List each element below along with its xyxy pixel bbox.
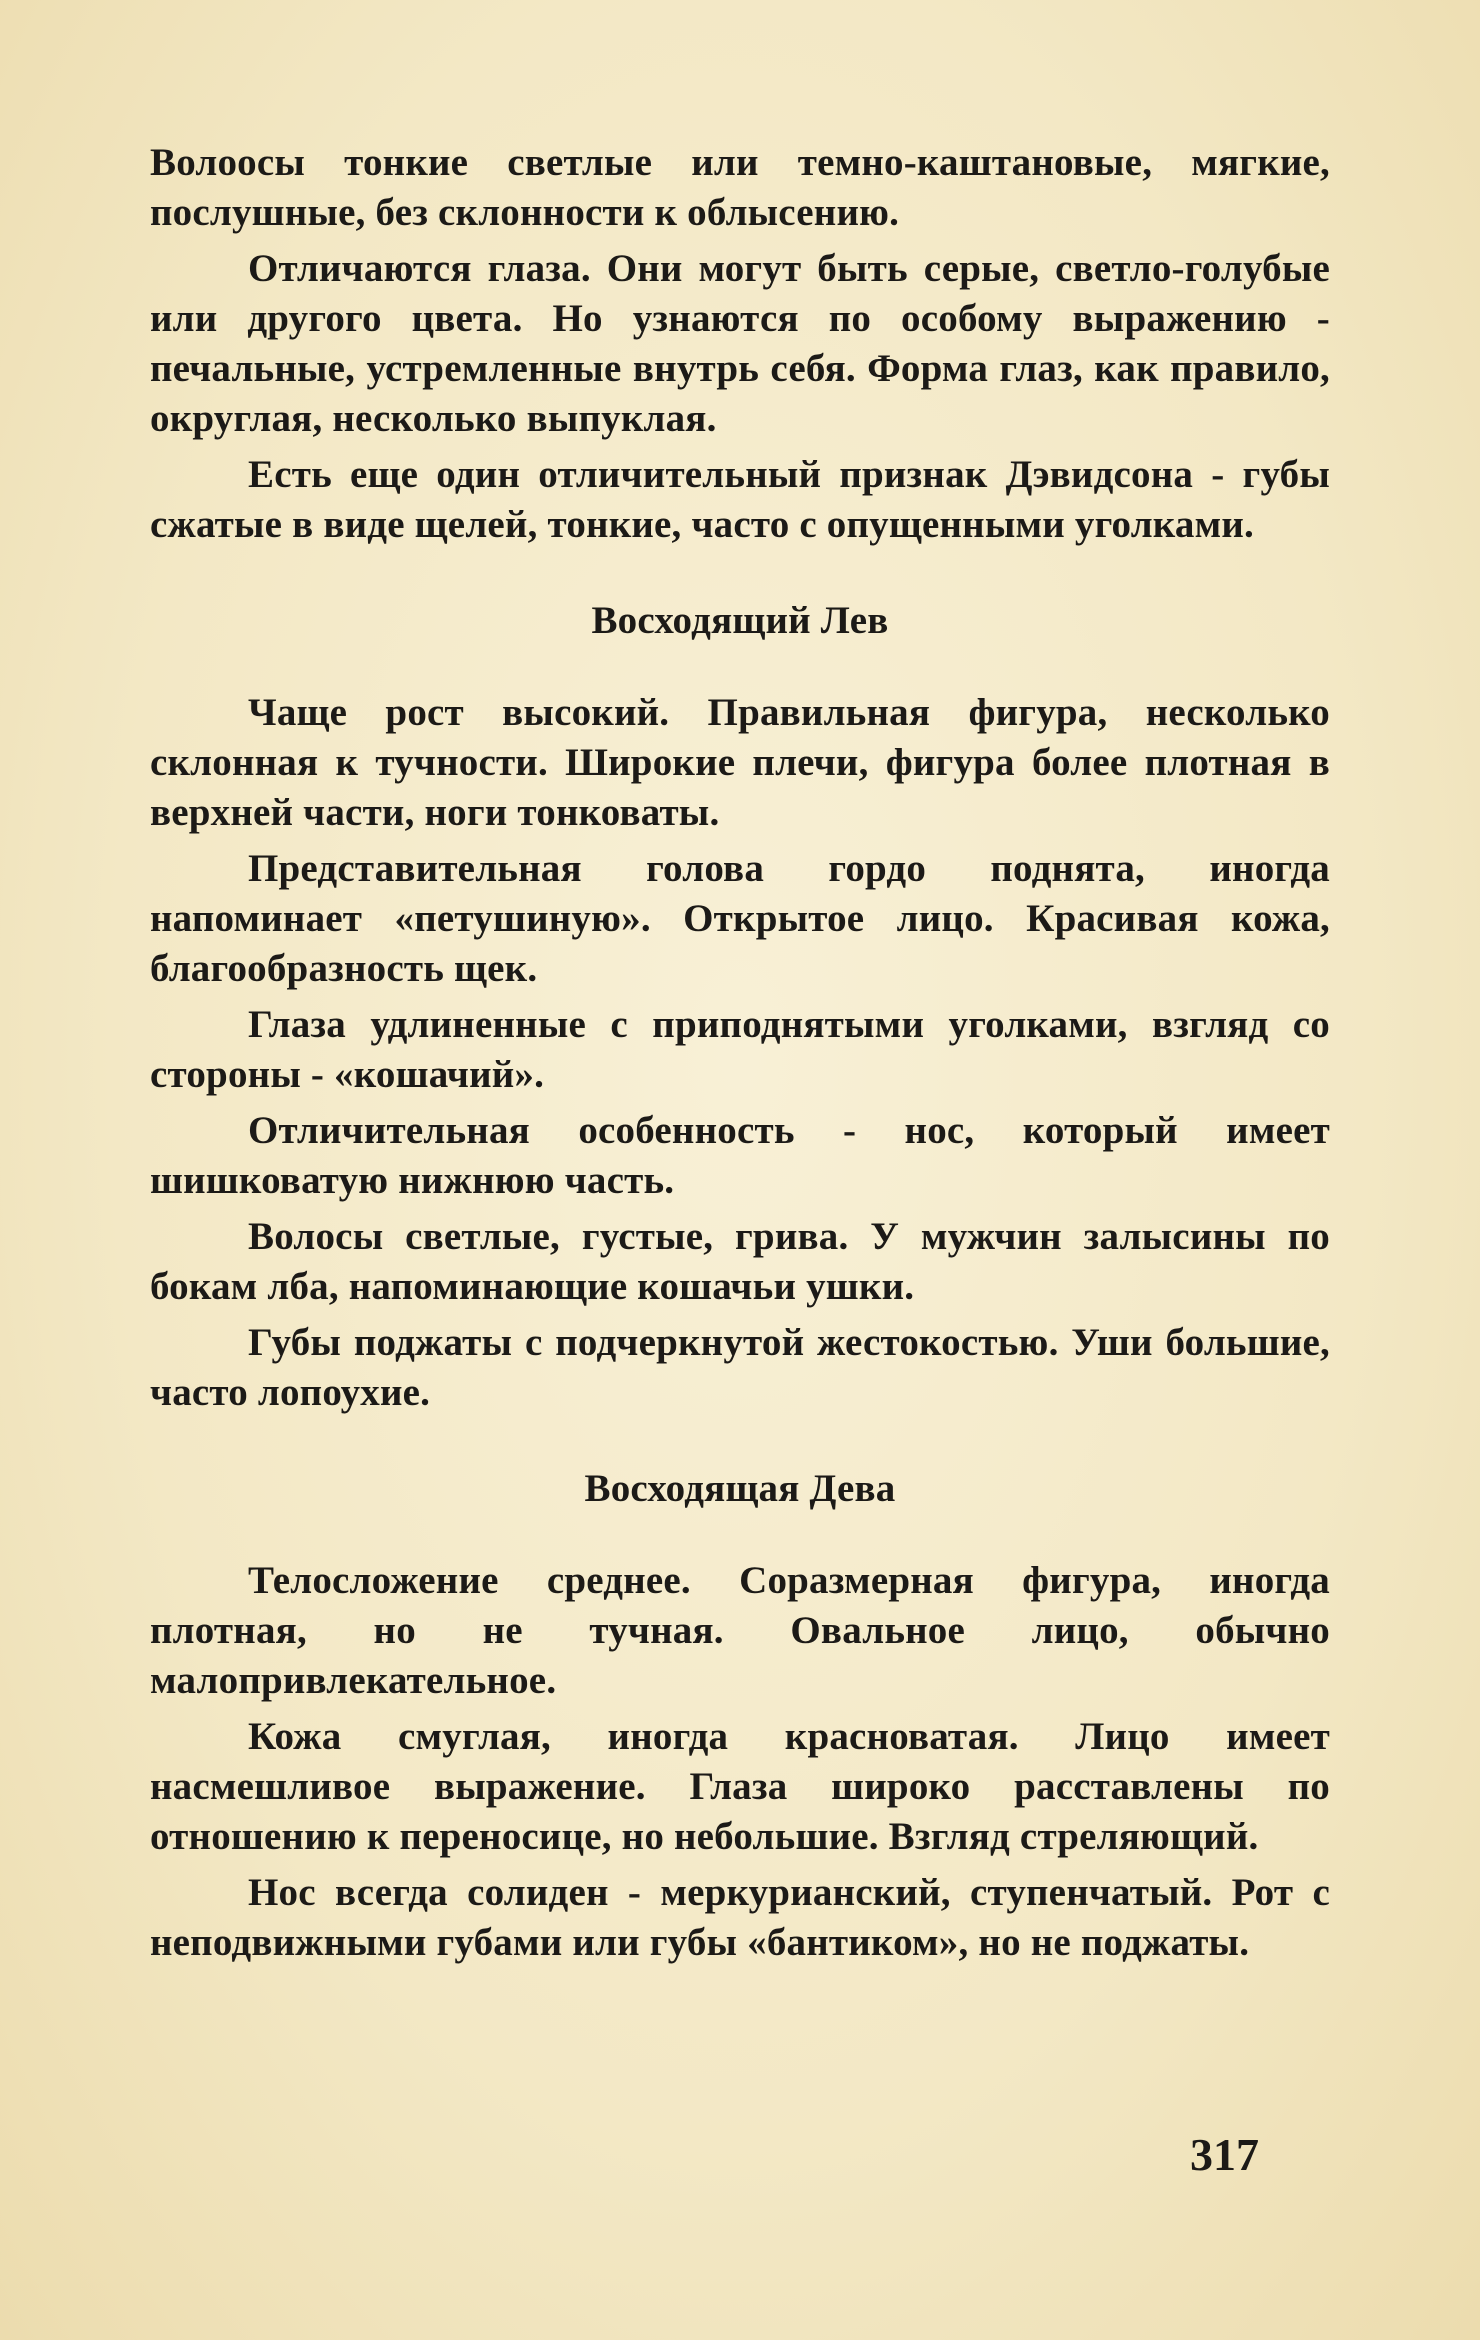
- page-number: 317: [1190, 2129, 1259, 2180]
- paragraph: Есть еще один отличительный признак Дэвидсона - губы сжатые в виде щелей, тонкие, часто с опущенными уголками.: [150, 453, 1330, 546]
- section-heading-leo: Восходящий Лев: [591, 599, 889, 642]
- paragraph: Волосы светлые, густые, грива. У мужчин залысины по бокам лба, напоминающие кошачьи ушки.: [150, 1215, 1330, 1308]
- paragraph: Кожа смуглая, иногда красноватая. Лицо имеет насмешливое выражение. Глаза широко расставлены по отношению к переносице, но небольшие. Взгляд стреляющий.: [150, 1715, 1330, 1858]
- paragraph: Глаза удлиненные с приподнятыми уголками, взгляд со стороны - «кошачий».: [150, 1003, 1330, 1096]
- section-heading-virgo: Восходящая Дева: [584, 1467, 896, 1510]
- paragraph: Чаще рост высокий. Правильная фигура, несколько склонная к тучности. Широкие плечи, фигура более плотная в верхней части, ноги тонковаты.: [150, 691, 1330, 834]
- paragraph: Представительная голова гордо поднята, иногда напоминает «петушиную». Открытое лицо. Красивая кожа, благообразность щек.: [150, 847, 1330, 990]
- paragraph: Волоосы тонкие светлые или темно-каштановые, мягкие, послушные, без склонности к облысению.: [150, 141, 1330, 234]
- paragraph: Нос всегда солиден - меркурианский, ступенчатый. Рот с неподвижными губами или губы «бантиком», но не поджаты.: [150, 1871, 1330, 1964]
- paragraph: Телосложение среднее. Соразмерная фигура, иногда плотная, но не тучная. Овальное лицо, обычно малопривлекательное.: [150, 1559, 1330, 1702]
- paragraph: Отличаются глаза. Они могут быть серые, светло-голубые или другого цвета. Но узнаются по особому выражению - печальные, устремленные внутрь себя. Форма глаз, как правило, округлая, несколько выпуклая.: [150, 247, 1330, 440]
- paragraph: Отличительная особенность - нос, который имеет шишковатую нижнюю часть.: [150, 1109, 1330, 1202]
- paragraph: Губы поджаты с подчеркнутой жестокостью. Уши большие, часто лопоухие.: [150, 1321, 1330, 1414]
- page-body: [150, 138, 1330, 1974]
